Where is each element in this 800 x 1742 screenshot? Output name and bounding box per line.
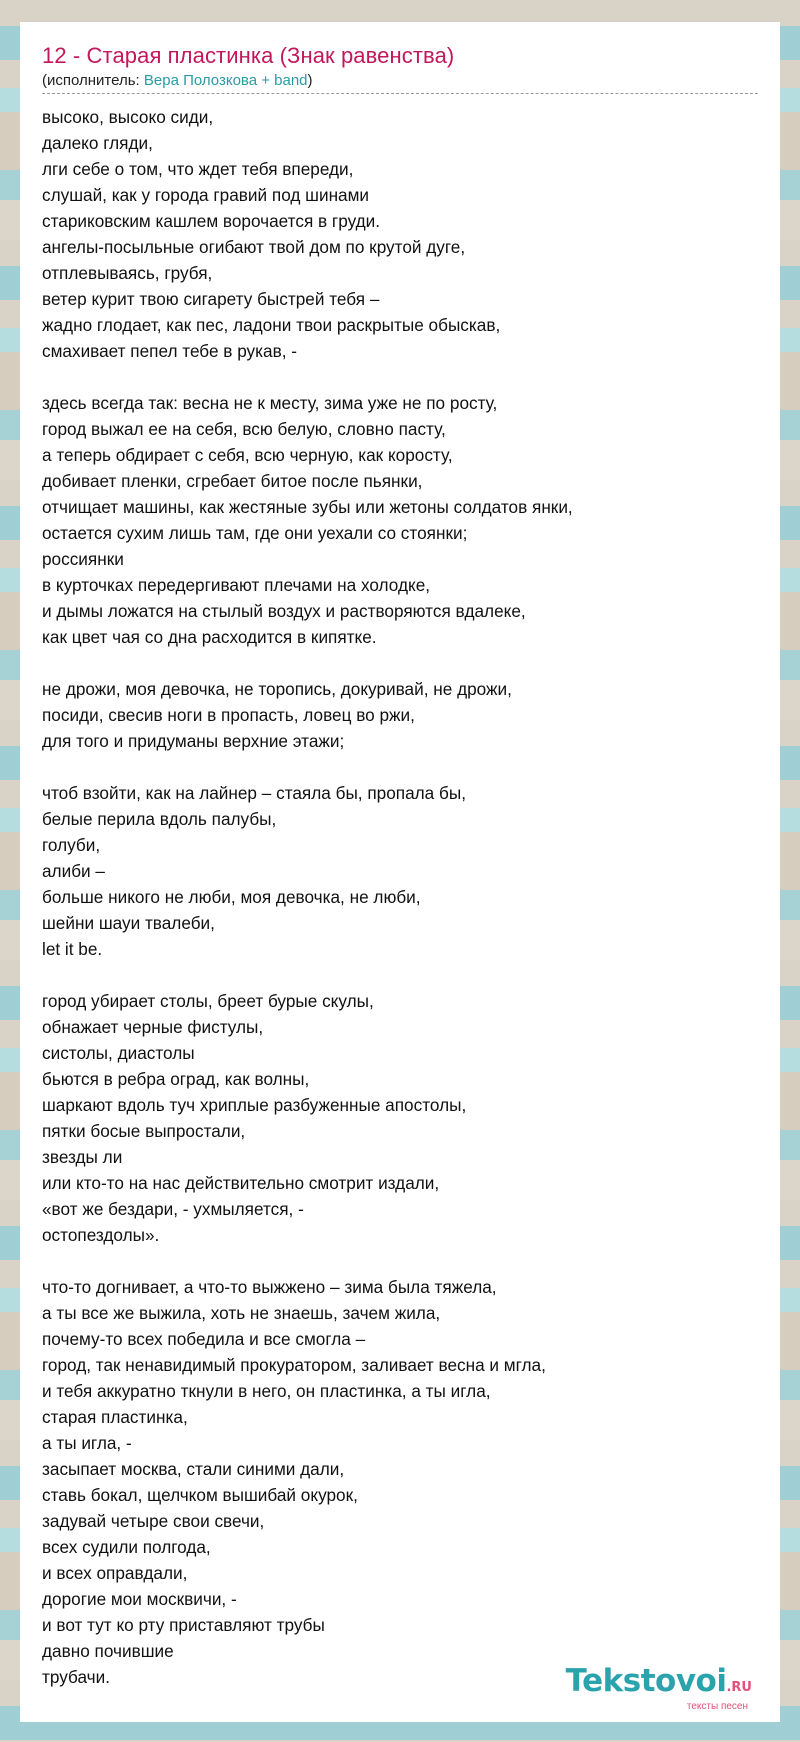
lyrics-line: дорогие мои москвичи, - [42,1589,237,1609]
lyrics-line: слушай, как у города гравий под шинами [42,185,370,205]
lyrics-line: остопездолы». [42,1225,160,1245]
site-logo[interactable] [566,1664,752,1712]
lyrics-stanza [42,1274,758,1690]
lyrics-line: остается сухим лишь там, где они уехали со стоянки; [42,523,468,543]
lyrics-line: пятки босые выпростали, [42,1121,246,1141]
lyrics-line: let it be. [42,939,103,959]
lyrics-line: «вот же бездари, - ухмыляется, - [42,1199,304,1219]
lyrics-line: и дымы ложатся на стылый воздух и растворяются вдалеке, [42,601,526,621]
lyrics-line: почему-то всех победила и все смогла – [42,1329,366,1349]
lyrics-line: ангелы-посыльные огибают твой дом по крутой дуге, [42,237,466,257]
lyrics-line: смахивает пепел тебе в рукав, - [42,341,298,361]
lyrics-line: а теперь обдирает с себя, всю черную, как коросту, [42,445,453,465]
lyrics-body [42,104,758,1690]
lyrics-line: город выжал ее на себя, всю белую, словно пасту, [42,419,446,439]
logo-tagline: тексты песен [686,1701,748,1712]
performer-line [42,71,758,91]
lyrics-line: голуби, [42,835,101,855]
lyrics-line: чтоб взойти, как на лайнер – стаяла бы, пропала бы, [42,783,466,803]
lyrics-line: город, так ненавидимый прокуратором, заливает весна и мгла, [42,1355,546,1375]
lyrics-line: отчищает машины, как жестяные зубы или жетоны солдатов янки, [42,497,573,517]
lyrics-line: ветер курит твою сигарету быстрей тебя – [42,289,380,309]
lyrics-line: высоко, высоко сиди, [42,107,214,127]
lyrics-line: ставь бокал, щелчком вышибай окурок, [42,1485,358,1505]
logo-tld: .RU [726,1680,752,1695]
lyrics-line: посиди, свесив ноги в пропасть, ловец во ржи, [42,705,415,725]
lyrics-line: всех судили полгода, [42,1537,211,1557]
lyrics-card [20,22,780,1722]
logo-name: Tekstovoi [565,1663,727,1699]
lyrics-line: старая пластинка, [42,1407,188,1427]
lyrics-line: как цвет чая со дна расходится в кипятке. [42,627,377,647]
lyrics-line: систолы, диастолы [42,1043,195,1063]
lyrics-line: или кто-то на нас действительно смотрит издали, [42,1173,440,1193]
lyrics-line: россиянки [42,549,124,569]
performer-link[interactable]: Вера Полозкова + band [143,72,308,89]
lyrics-line: белые перила вдоль палубы, [42,809,277,829]
lyrics-stanza [42,780,758,962]
lyrics-line: засыпает москва, стали синими дали, [42,1459,345,1479]
lyrics-line: обнажает черные фистулы, [42,1017,264,1037]
lyrics-line: и вот тут ко рту приставляют трубы [42,1615,325,1635]
lyrics-stanza [42,104,758,364]
lyrics-stanza [42,390,758,650]
performer-close: ) [307,72,313,89]
lyrics-line: а ты все же выжила, хоть не знаешь, зачем жила, [42,1303,441,1323]
lyrics-line: не дрожи, моя девочка, не торопись, докуривай, не дрожи, [42,679,512,699]
lyrics-line: отплевываясь, грубя, [42,263,213,283]
lyrics-line: добивает пленки, сгребает битое после пьянки, [42,471,423,491]
lyrics-line: алиби – [42,861,105,881]
lyrics-line: бьются в ребра оград, как волны, [42,1069,310,1089]
song-title: 12 - Старая пластинка (Знак равенства) [42,43,455,68]
lyrics-line: здесь всегда так: весна не к месту, зима уже не по росту, [42,393,498,413]
lyrics-line: а ты игла, - [42,1433,132,1453]
lyrics-line: звезды ли [42,1147,123,1167]
lyrics-line: задувай четыре свои свечи, [42,1511,265,1531]
lyrics-line: стариковским кашлем ворочается в груди. [42,211,380,231]
performer-label: (исполнитель: [42,72,144,89]
lyrics-line: что-то догнивает, а что-то выжжено – зима была тяжела, [42,1277,497,1297]
lyrics-line: далеко гляди, [42,133,153,153]
lyrics-line: в курточках передергивают плечами на холодке, [42,575,431,595]
lyrics-line: шейни шауи твалеби, [42,913,215,933]
lyrics-line: город убирает столы, бреет бурые скулы, [42,991,374,1011]
lyrics-line: шаркают вдоль туч хриплые разбуженные апостолы, [42,1095,467,1115]
title-divider [42,93,758,94]
lyrics-line: больше никого не люби, моя девочка, не люби, [42,887,421,907]
lyrics-stanza [42,676,758,754]
lyrics-line: лги себе о том, что ждет тебя впереди, [42,159,354,179]
lyrics-line: давно почившие [42,1641,174,1661]
lyrics-line: трубачи. [42,1667,110,1687]
lyrics-line: для того и придуманы верхние этажи; [42,731,345,751]
lyrics-line: и тебя аккуратно ткнули в него, он пластинка, а ты игла, [42,1381,491,1401]
lyrics-line: жадно глодает, как пес, ладони твои раскрытые обыскав, [42,315,501,335]
lyrics-line: и всех оправдали, [42,1563,188,1583]
lyrics-stanza [42,988,758,1248]
